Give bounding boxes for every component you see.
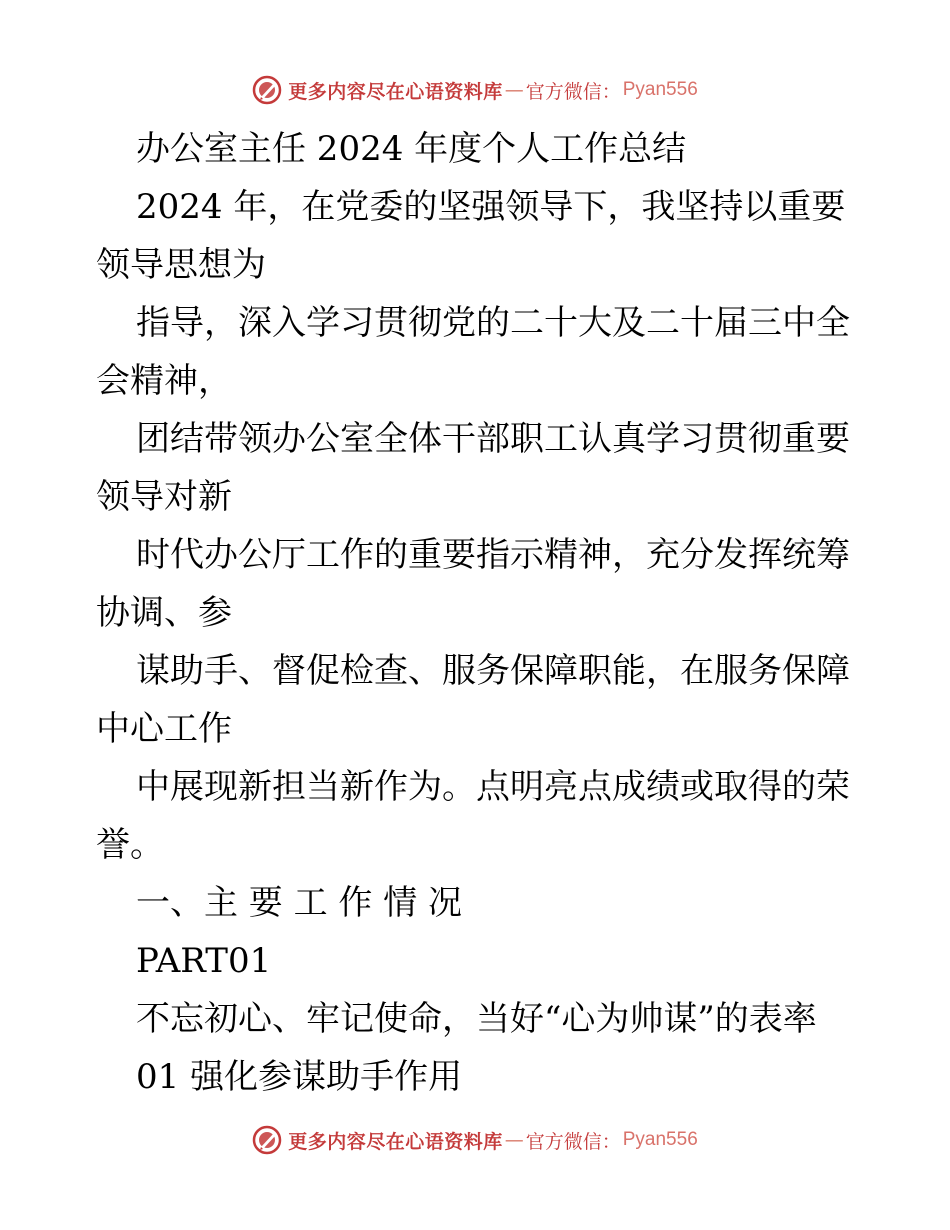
footer-watermark xyxy=(0,1120,950,1160)
paragraph-line: 团结带领办公室全体干部职工认真学习贯彻重要 xyxy=(136,419,850,459)
paragraph-line: 协调、参 xyxy=(96,593,232,633)
watermark-wechat-id: Pyan556 xyxy=(622,79,698,100)
document-body xyxy=(96,120,856,1106)
watermark-subtitle: 官方微信： xyxy=(525,1130,621,1153)
pen-logo-icon xyxy=(252,1125,282,1155)
watermark-dash: — xyxy=(504,79,524,101)
watermark-subtitle: 官方微信： xyxy=(525,80,621,103)
paragraph-line: 2024 年，在党委的坚强领导下，我坚持以重要 xyxy=(136,187,846,227)
watermark-wechat-id: Pyan556 xyxy=(622,1129,698,1150)
paragraph-line: 中心工作 xyxy=(96,709,232,749)
pen-logo-icon xyxy=(252,75,282,105)
paragraph-line: 领导思想为 xyxy=(96,245,266,285)
paragraph-line: 时代办公厅工作的重要指示精神，充分发挥统筹 xyxy=(136,535,850,575)
paragraph-line: 领导对新 xyxy=(96,477,232,517)
part-label: PART01 xyxy=(136,941,272,981)
paragraph-line: 会精神， xyxy=(96,361,232,401)
watermark-dash: — xyxy=(504,1129,524,1151)
subsection-heading: 不忘初心、牢记使命，当好“心为帅谋”的表率 xyxy=(136,999,817,1039)
paragraph-line: 中展现新担当新作为。点明亮点成绩或取得的荣 xyxy=(136,767,850,807)
paragraph-line: 谋助手、督促检查、服务保障职能，在服务保障 xyxy=(136,651,850,691)
watermark-brand: 更多内容尽在心语资料库 xyxy=(288,80,503,103)
subsection-item: 01 强化参谋助手作用 xyxy=(136,1057,463,1097)
header-watermark xyxy=(0,70,950,110)
paragraph-line: 指导，深入学习贯彻党的二十大及二十届三中全 xyxy=(136,303,850,343)
paragraph-line: 誉。 xyxy=(96,825,164,865)
watermark-brand: 更多内容尽在心语资料库 xyxy=(288,1130,503,1153)
section-heading: 一、主 要 工 作 情 况 xyxy=(136,883,463,923)
document-title: 办公室主任 2024 年度个人工作总结 xyxy=(136,129,687,169)
